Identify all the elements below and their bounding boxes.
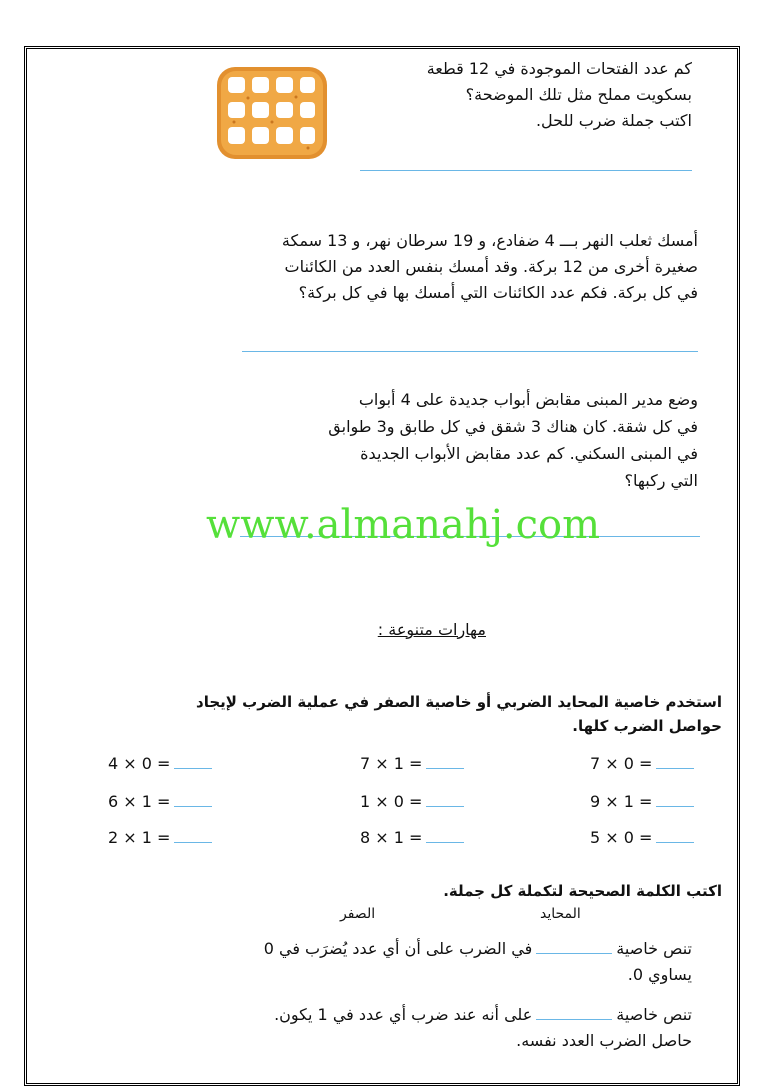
problem-3-text — [178, 386, 698, 494]
instruction-1-line-2: حواصل الضرب كلها. — [572, 717, 722, 735]
problem-3-line-3: في المبنى السكني. كم عدد مقابض الأبواب الجديدة — [360, 444, 698, 463]
answer-blank[interactable] — [656, 828, 694, 843]
equation-text: 4 × 0 = — [108, 754, 171, 773]
section-title: مهارات متنوعة : — [377, 620, 486, 639]
equation-text: 7 × 1 = — [360, 754, 423, 773]
problem-2-text — [178, 228, 698, 306]
equation-text: 7 × 0 = — [590, 754, 653, 773]
sentence-2-end: حاصل الضرب العدد نفسه. — [516, 1031, 692, 1050]
equation — [360, 754, 464, 773]
problem-1-text — [332, 56, 692, 134]
problem-1-line-3: اكتب جملة ضرب للحل. — [535, 111, 692, 130]
answer-blank[interactable] — [426, 792, 464, 807]
answer-blank[interactable] — [426, 828, 464, 843]
answer-blank[interactable] — [174, 828, 212, 843]
equation — [360, 792, 464, 811]
pretzel-cracker-image — [214, 64, 330, 162]
equation-text: 2 × 1 = — [108, 828, 171, 847]
equation-text: 9 × 1 = — [590, 792, 653, 811]
equation — [108, 754, 212, 773]
instruction-2: اكتب الكلمة الصحيحة لتكملة كل جملة. — [443, 882, 722, 900]
equation-text: 1 × 0 = — [360, 792, 423, 811]
problem-3-line-1: وضع مدير المبنى مقابض أبواب جديدة على 4 أبواب — [358, 390, 698, 409]
word-bank-zero: الصفر — [340, 906, 376, 922]
sentence-2-start: تنص خاصية — [616, 1005, 692, 1024]
sentence-1-start: تنص خاصية — [616, 939, 692, 958]
equation — [108, 792, 212, 811]
equation-text: 6 × 1 = — [108, 792, 171, 811]
problem-2-line-3: في كل بركة. فكم عدد الكائنات التي أمسك بها في كل بركة؟ — [298, 283, 698, 302]
sentence-1 — [152, 936, 692, 988]
sentence-2 — [152, 1002, 692, 1054]
problem-2-line-1: أمسك ثعلب النهر بـــ 4 ضفادع، و 19 سرطان نهر، و 13 سمكة — [281, 231, 698, 250]
word-bank-neutral: المحايد — [540, 906, 581, 922]
answer-blank[interactable] — [426, 754, 464, 769]
watermark: www.almanahj.com — [206, 502, 601, 548]
sentence-1-blank[interactable] — [536, 939, 612, 954]
answer-line-2[interactable] — [242, 351, 698, 352]
answer-blank[interactable] — [174, 754, 212, 769]
equation-text: 8 × 1 = — [360, 828, 423, 847]
problem-1-line-2: بسكويت مملح مثل تلك الموضحة؟ — [465, 85, 692, 104]
problem-2-line-2: صغيرة أخرى من 12 بركة. وقد أمسك بنفس العدد من الكائنات — [284, 257, 698, 276]
equation — [360, 828, 464, 847]
problem-1-line-1: كم عدد الفتحات الموجودة في 12 قطعة — [426, 59, 692, 78]
instruction-1 — [162, 690, 722, 738]
sentence-1-end: يساوي 0. — [627, 965, 692, 984]
answer-blank[interactable] — [174, 792, 212, 807]
answer-blank[interactable] — [656, 754, 694, 769]
answer-blank[interactable] — [656, 792, 694, 807]
answer-line-1[interactable] — [360, 170, 692, 171]
sentence-2-blank[interactable] — [536, 1005, 612, 1020]
page-border — [24, 46, 740, 1086]
equation — [108, 828, 212, 847]
equation-text: 5 × 0 = — [590, 828, 653, 847]
problem-3-line-4: التي ركبها؟ — [624, 471, 698, 490]
equation — [590, 792, 694, 811]
instruction-1-line-1: استخدم خاصية المحايد الضربي أو خاصية الصفر في عملية الضرب لإيجاد — [196, 693, 722, 711]
equation — [590, 754, 694, 773]
problem-3-line-2: في كل شقة. كان هناك 3 شقق في كل طابق و3 طوابق — [328, 417, 698, 436]
sentence-1-middle: في الضرب على أن أي عدد يُضرَب في 0 — [263, 939, 533, 958]
sentence-2-middle: على أنه عند ضرب أي عدد في 1 يكون. — [274, 1005, 533, 1024]
equation — [590, 828, 694, 847]
